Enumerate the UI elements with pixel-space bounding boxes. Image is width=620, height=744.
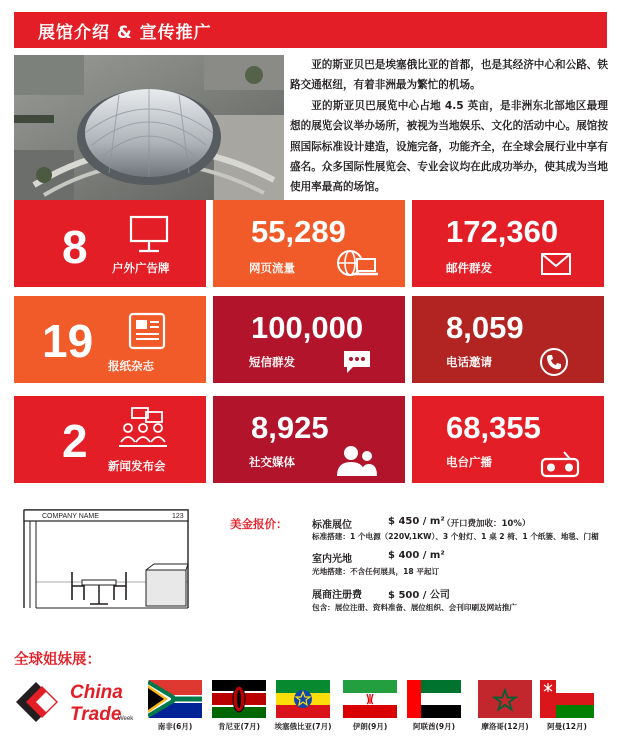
sister-show-label: 肯尼亚(7月) bbox=[217, 722, 261, 731]
sister-show-label: 摩洛哥(12月) bbox=[481, 722, 529, 731]
logo-line-2: Trade bbox=[70, 704, 122, 725]
stat-label: 新闻发布会 bbox=[108, 459, 166, 473]
globe-laptop-icon bbox=[335, 247, 379, 281]
standard-booth-illustration bbox=[22, 508, 190, 610]
price-item-name: 室内光地 bbox=[312, 554, 352, 565]
kenya-flag bbox=[212, 680, 266, 718]
price-item-detail: 包含：展位注册、资料准备、展位组织、会刊印刷及网站推广 bbox=[312, 603, 518, 612]
price-item-price: $ 450 / m² bbox=[388, 516, 445, 527]
morocco-flag bbox=[478, 680, 532, 718]
stat-tile-radio bbox=[412, 396, 604, 483]
ethiopia-flag bbox=[276, 680, 330, 718]
section-header-bar bbox=[14, 12, 607, 48]
stat-value: 172,360 bbox=[446, 214, 559, 249]
press-conference-icon bbox=[116, 406, 170, 450]
stat-value: 100,000 bbox=[251, 310, 364, 345]
pricing-heading: 美金报价： bbox=[230, 517, 288, 531]
billboard-icon bbox=[126, 214, 172, 254]
stat-label: 网页流量 bbox=[249, 261, 295, 275]
logo-line-1: China bbox=[70, 682, 123, 703]
price-item-price: $ 400 / m² bbox=[388, 550, 445, 561]
price-item-price: $ 500 / 公司 bbox=[388, 590, 450, 601]
price-item-detail: 标准搭建：1 个电源（220V,1KW）、3 个射灯、1 桌 2 椅、1 个纸篓、地毯、门楣 bbox=[312, 532, 599, 541]
logo-tag: Week bbox=[118, 716, 134, 722]
south-africa-flag bbox=[148, 680, 202, 718]
people-icon bbox=[335, 444, 379, 478]
stat-label: 电台广播 bbox=[446, 455, 492, 469]
stat-tile-sms bbox=[213, 296, 405, 383]
china-trade-week-logo bbox=[14, 676, 144, 728]
stat-value: 2 bbox=[62, 415, 88, 467]
stat-value: 8,059 bbox=[446, 310, 524, 345]
price-item-name: 标准展位 bbox=[312, 520, 352, 531]
sister-show-label: 南非(6月) bbox=[157, 722, 193, 731]
intro-paragraph-2: 亚的斯亚贝巴展览中心占地 4.5 英亩，是非洲东北部地区最理想的展览会议举办场所，被视为当地娱乐、文化的活动中心。展馆按照国际标准设计建造，设施完备，功能齐全，在全球会展行业中享有盛名。众多国际性展览会、专业会议均在此成功举办，使其成为当地使用率最高的场馆。 bbox=[290, 99, 608, 194]
stat-label: 社交媒体 bbox=[249, 455, 295, 469]
uae-flag bbox=[407, 680, 461, 718]
price-item-name: 展商注册费 bbox=[312, 590, 362, 601]
stat-label: 电话邀请 bbox=[446, 355, 492, 369]
price-item-detail: 光地搭建：不含任何展具，18 平起订 bbox=[312, 567, 440, 576]
stat-label: 短信群发 bbox=[249, 355, 295, 369]
stat-label: 邮件群发 bbox=[446, 261, 492, 275]
chat-bubble-icon bbox=[341, 348, 373, 376]
stat-value: 68,355 bbox=[446, 410, 541, 445]
booth-number: 123 bbox=[172, 513, 184, 520]
stat-value: 55,289 bbox=[251, 214, 346, 249]
phone-icon bbox=[538, 346, 570, 378]
envelope-icon bbox=[540, 252, 572, 276]
stat-value: 8 bbox=[62, 221, 88, 273]
intro-text bbox=[290, 55, 608, 198]
stat-tile-billboards bbox=[14, 200, 206, 287]
stat-value: 8,925 bbox=[251, 410, 329, 445]
exhibition-center-photo bbox=[14, 55, 284, 200]
stat-tile-newspapers bbox=[14, 296, 206, 383]
stat-label: 报纸杂志 bbox=[108, 359, 154, 373]
stat-value: 19 bbox=[42, 315, 94, 367]
oman-flag bbox=[540, 680, 594, 718]
stat-tile-press bbox=[14, 396, 206, 483]
intro-paragraph-1: 亚的斯亚贝巴是埃塞俄比亚的首都，也是其经济中心和公路、铁路交通枢纽，有着非洲最为繁忙的机场。 bbox=[290, 59, 608, 92]
stat-tile-phone bbox=[412, 296, 604, 383]
section-title: 展馆介绍 & 宣传推广 bbox=[38, 23, 212, 43]
stat-tile-social bbox=[213, 396, 405, 483]
price-item-note: （开口费加收：10%） bbox=[442, 519, 531, 529]
stat-label: 户外广告牌 bbox=[112, 261, 170, 275]
stat-tile-email bbox=[412, 200, 604, 287]
sister-show-label: 埃塞俄比亚(7月) bbox=[274, 722, 332, 731]
newspaper-icon bbox=[126, 310, 168, 352]
sister-shows-heading: 全球姐妹展： bbox=[14, 652, 101, 668]
sister-show-label: 阿联酋(9月) bbox=[412, 722, 456, 731]
sister-show-label: 伊朗(9月) bbox=[352, 722, 388, 731]
sister-show-label: 阿曼(12月) bbox=[547, 722, 587, 731]
booth-company-name: COMPANY NAME bbox=[42, 513, 99, 520]
iran-flag bbox=[343, 680, 397, 718]
stat-tile-web-traffic bbox=[213, 200, 405, 287]
radio-icon bbox=[540, 450, 580, 478]
